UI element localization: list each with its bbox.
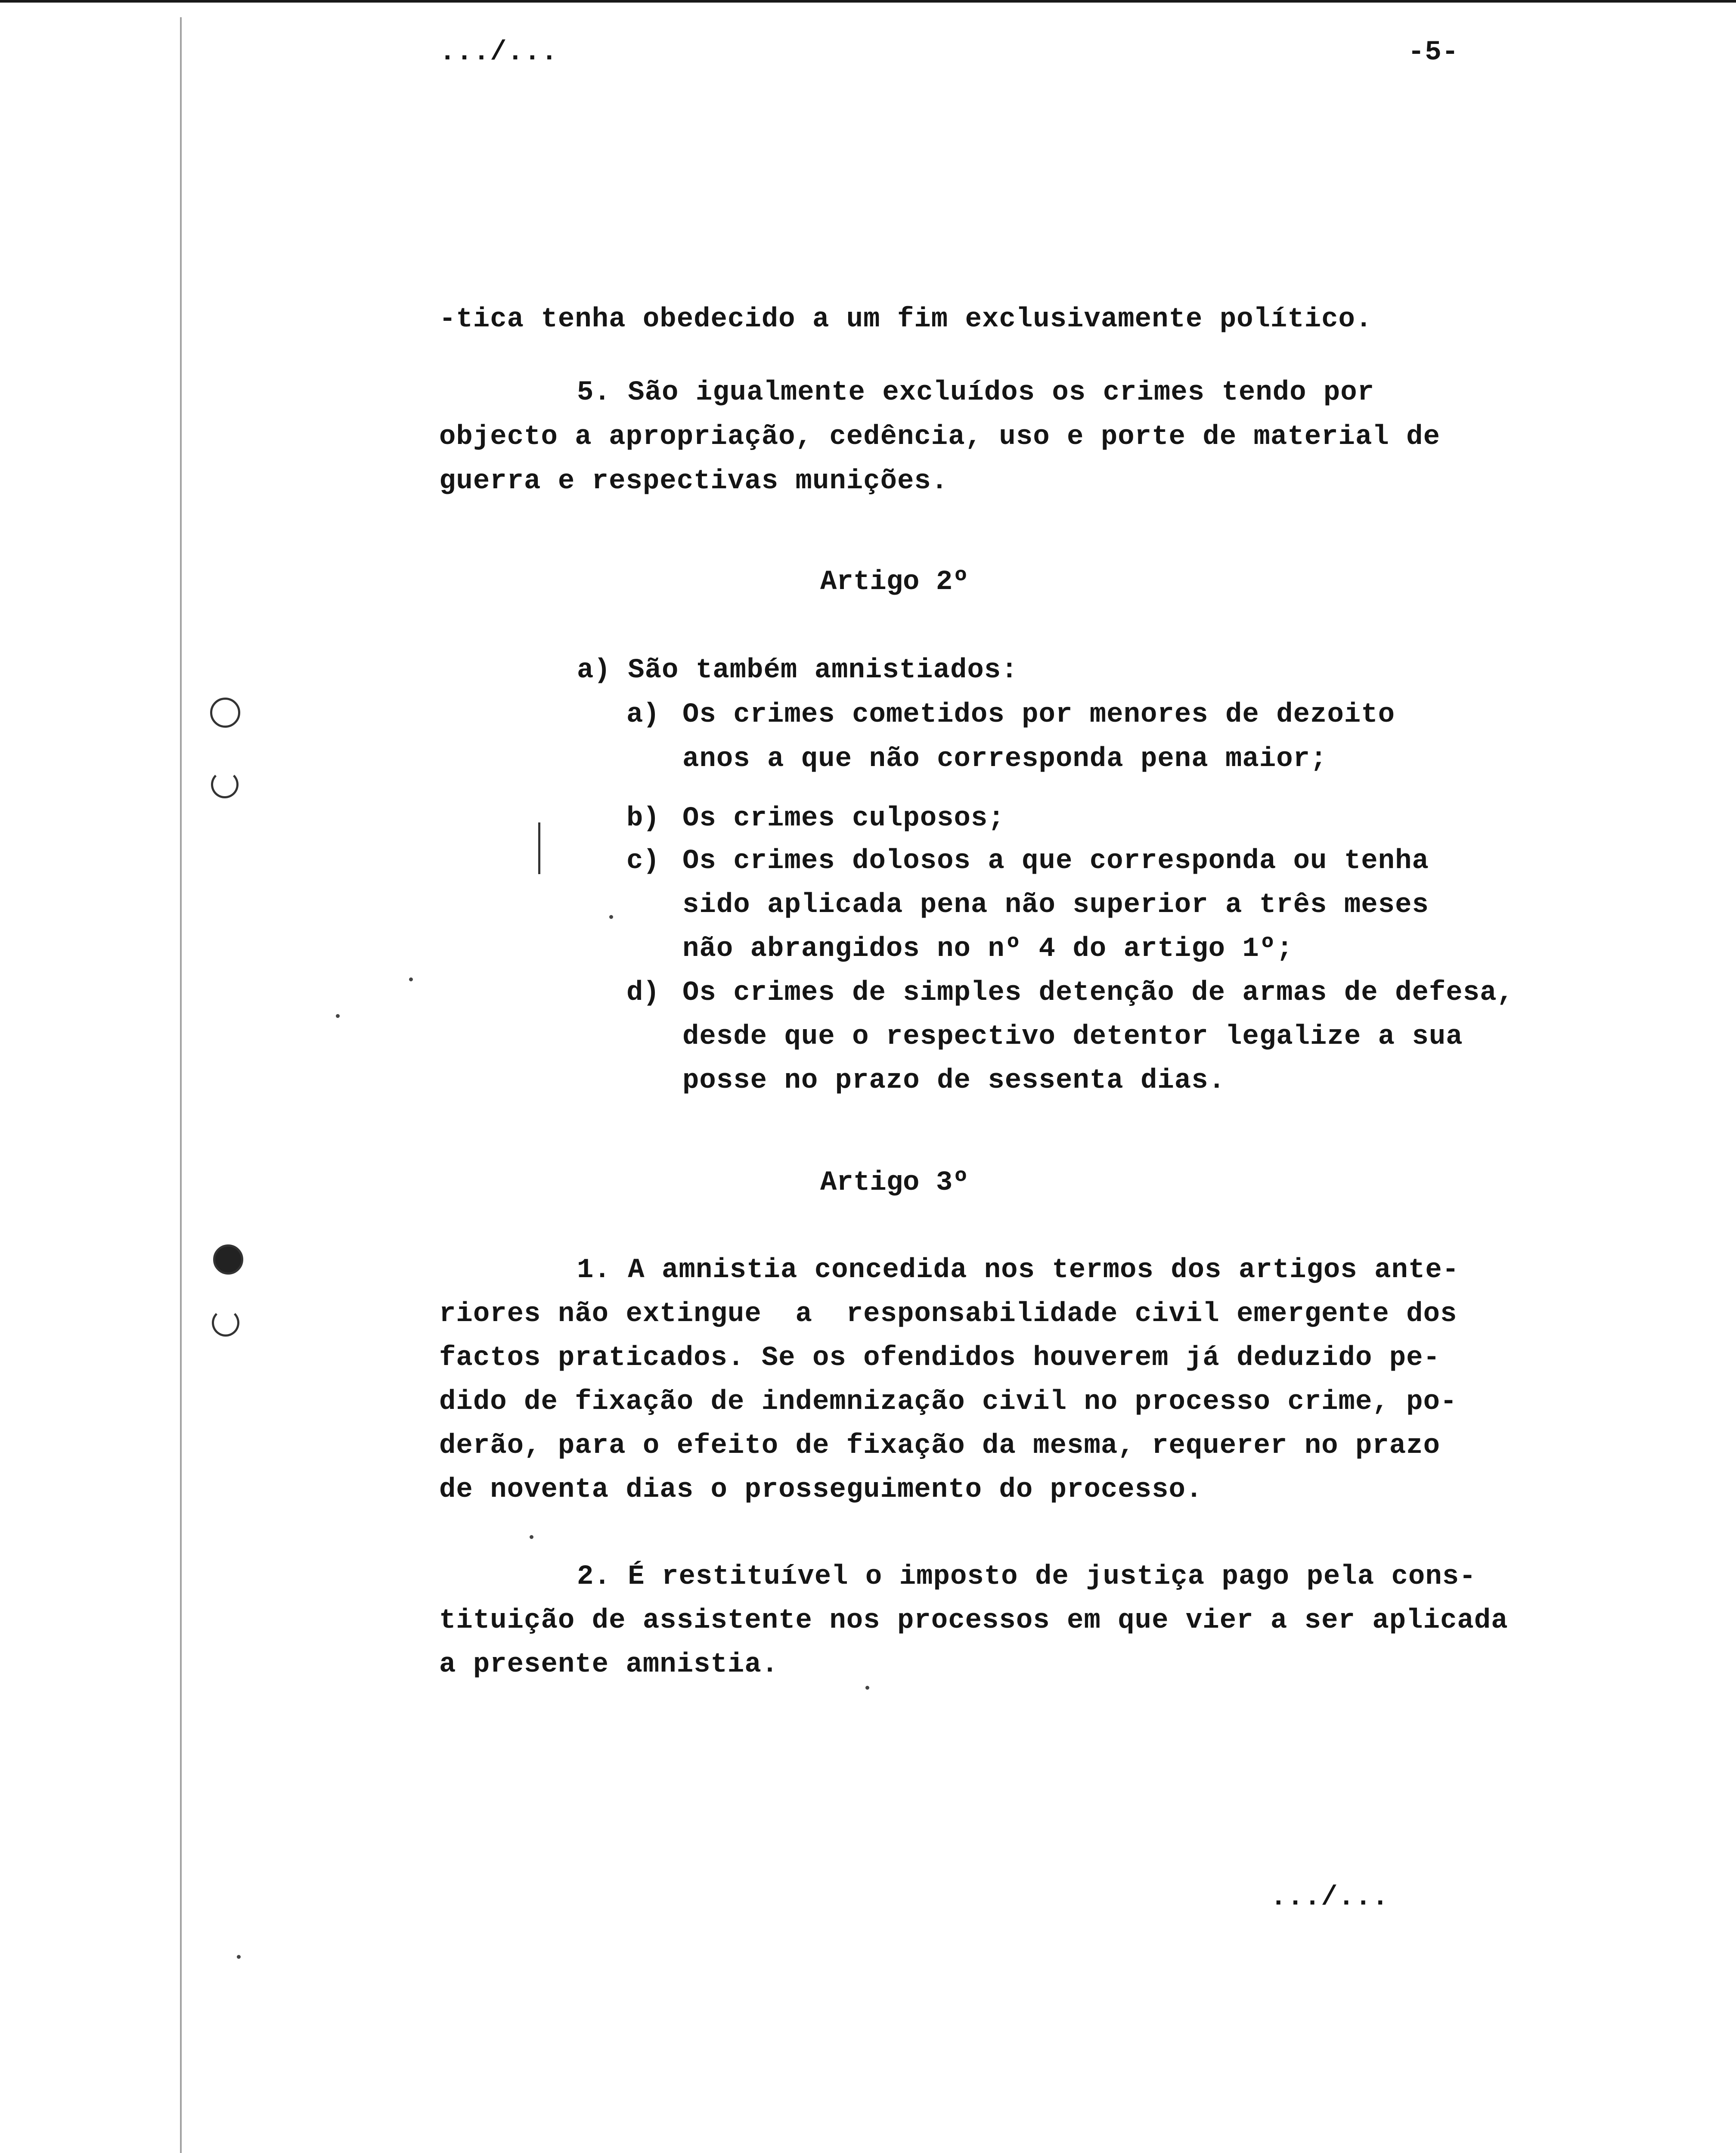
article3-item2-line3: a presente amnistia. [439,1649,779,1680]
article3-item1-line6: de noventa dias o prosseguimento do processo. [439,1474,1203,1505]
article3-item1-line4: dido de fixação de indemnização civil no processo crime, po- [439,1387,1457,1418]
article2-item-b-letter: b) [626,803,660,834]
speck [409,977,413,981]
punch-hole [210,698,240,728]
article2-intro: a) São também amnistiados: [577,655,1018,686]
article2-item-c-line3: não abrangidos no nº 4 do artigo 1º; [682,934,1293,965]
article2-item-c-letter: c) [626,846,660,877]
article1-tail-line: -tica tenha obedecido a um fim exclusivamente político. [439,304,1373,335]
article3-item2-line2: tituição de assistente nos processos em que vier a ser aplicada [439,1605,1508,1636]
article2-item-d-line1: Os crimes de simples detenção de armas de defesa, [682,977,1514,1008]
top-border [0,0,1736,3]
article2-item-a-letter: a) [626,699,660,730]
article3-item1-line3: factos praticados. Se os ofendidos houverem já deduzido pe- [439,1343,1440,1374]
article3-item1-line2: riores não extingue a responsabilidade civil emergente dos [439,1299,1457,1330]
punch-hole [211,771,239,798]
speck [237,1955,241,1959]
page-number: -5- [1408,37,1459,68]
continuation-marker-bottom: .../... [1270,1882,1389,1913]
speck [865,1686,869,1690]
article2-item-d-line3: posse no prazo de sessenta dias. [682,1065,1225,1096]
article2-heading: Artigo 2º [820,567,969,598]
speck [609,915,613,919]
article2-item-d-letter: d) [626,977,660,1008]
article2-item-c-line1: Os crimes dolosos a que corresponda ou tenha [682,846,1429,877]
article3-heading: Artigo 3º [820,1167,969,1198]
article3-item1-line1: 1. A amnistia concedida nos termos dos artigos ante- [577,1255,1460,1286]
speck [530,1535,533,1539]
article1-item5-line3: guerra e respectivas munições. [439,466,949,497]
continuation-marker-top: .../... [439,37,558,68]
article3-item1-line5: derão, para o efeito de fixação da mesma, requerer no prazo [439,1430,1440,1461]
punch-hole [213,1244,243,1275]
article2-item-a-line1: Os crimes cometidos por menores de dezoito [682,699,1395,730]
article2-item-b-line1: Os crimes culposos; [682,803,1005,834]
pen-mark [538,822,540,874]
article2-item-a-line2: anos a que não corresponda pena maior; [682,744,1327,775]
article3-item2-line1: 2. É restituível o imposto de justiça pago pela cons- [577,1561,1476,1592]
margin-line [180,17,182,2153]
punch-hole [212,1309,239,1337]
speck [336,1014,340,1018]
article2-item-c-line2: sido aplicada pena não superior a três meses [682,890,1429,921]
article2-item-d-line2: desde que o respectivo detentor legalize a sua [682,1021,1463,1052]
article1-item5-line2: objecto a apropriação, cedência, uso e porte de material de [439,422,1440,453]
article1-item5-line1: 5. São igualmente excluídos os crimes tendo por [577,377,1375,408]
